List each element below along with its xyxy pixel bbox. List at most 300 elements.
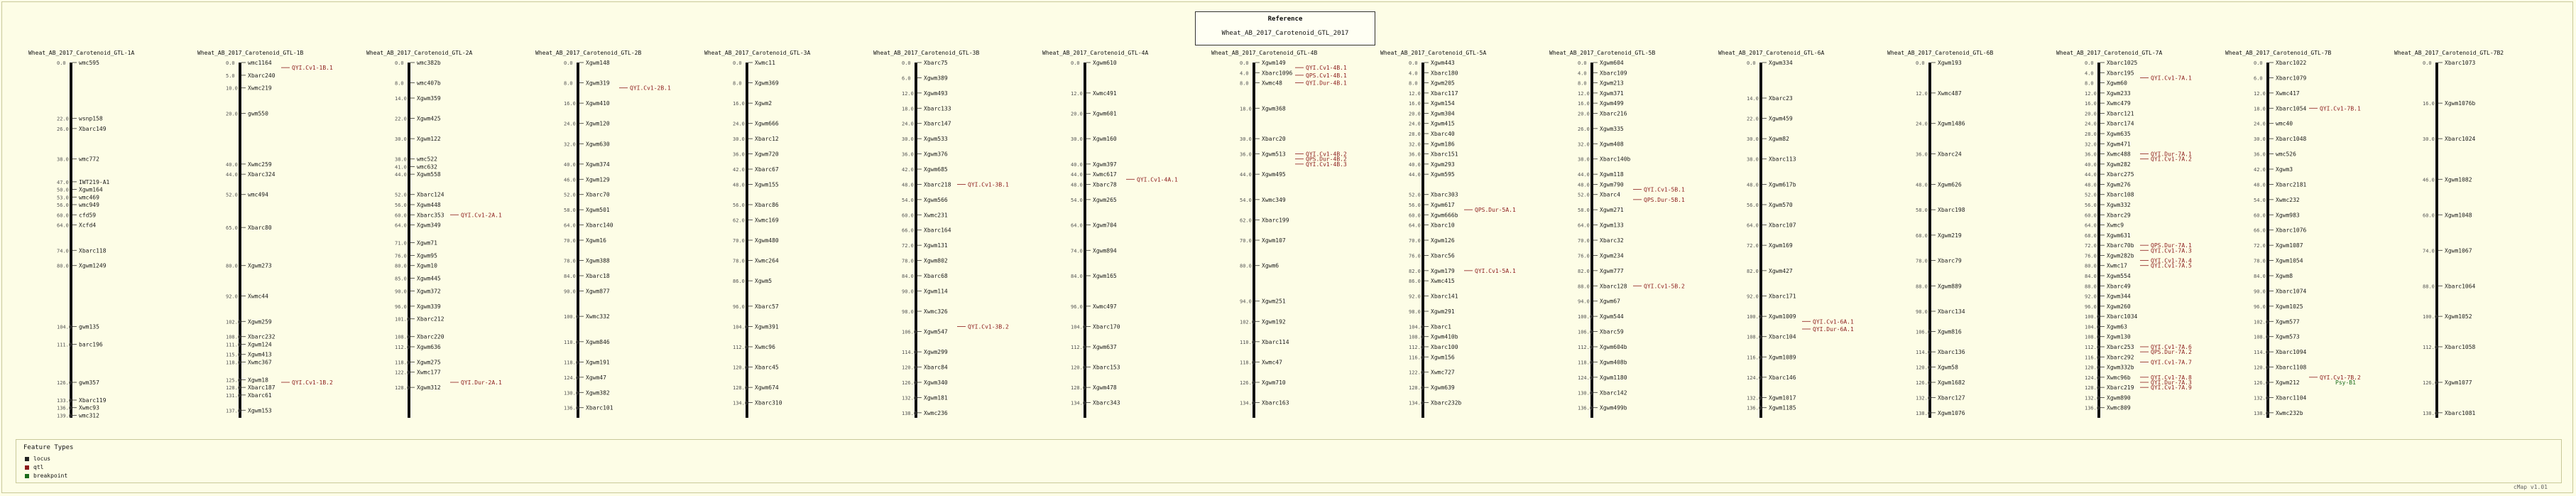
marker-position: 42.0 <box>902 167 914 173</box>
marker-position: 16.0 <box>1409 101 1421 107</box>
marker-label: Xwmc9 <box>2107 222 2124 229</box>
marker-position: 42.0 <box>2254 167 2266 173</box>
marker-label: Xgwm291 <box>1431 308 1455 315</box>
marker-position: 16.0 <box>564 101 576 107</box>
marker-label: Xwmc232b <box>2276 409 2303 416</box>
marker-label: Xgwm71 <box>417 239 437 247</box>
marker-position: 38.0 <box>1747 156 1759 163</box>
linkage-group-title: Wheat_AB_2017_Carotenoid_GTL-3B <box>873 50 980 56</box>
marker-label: Xgwm604 <box>1600 60 1624 66</box>
marker-label: Xbarc32 <box>1600 237 1624 244</box>
linkage-group-title: Wheat_AB_2017_Carotenoid_GTL-4A <box>1042 50 1149 56</box>
marker-label: Xgwm129 <box>586 176 610 183</box>
marker-label: Xbarc1064 <box>2445 283 2476 290</box>
marker-label: Xgwm595 <box>1431 171 1455 178</box>
marker-label: Xbarc75 <box>924 60 948 66</box>
marker-label: Xgwm344 <box>2107 293 2131 300</box>
marker-label: Xgwm983 <box>2276 212 2300 219</box>
marker-position: 0.0 <box>2085 60 2094 66</box>
marker-position: 8.0 <box>1240 80 1249 87</box>
marker-position: 41.0 <box>395 164 407 171</box>
marker-label: Xgwm1486 <box>1938 120 1965 127</box>
marker-label: Xwmc44 <box>248 293 268 300</box>
marker-position: 22.0 <box>57 116 69 122</box>
marker-label: Xbarc149 <box>79 125 107 132</box>
marker-position: 18.0 <box>2254 106 2266 112</box>
marker-label: Xgwm2 <box>755 100 773 107</box>
marker-position: 124.0 <box>1578 374 1593 381</box>
qtl-label: QPS.Cv1-4B.1 <box>1306 72 1347 79</box>
marker-position: 8.0 <box>395 80 404 87</box>
marker-position: 82.0 <box>1747 268 1759 274</box>
linkage-group-title: Wheat_AB_2017_Carotenoid_GTL-6A <box>1718 50 1825 56</box>
marker-position: 106.0 <box>902 329 917 335</box>
marker-label: wmc382b <box>417 60 441 66</box>
marker-label: Xbarc1022 <box>2276 60 2307 66</box>
marker-label: Xgwm334 <box>1769 60 1793 66</box>
marker-label: wmc949 <box>79 202 99 208</box>
marker-label: Xgwm107 <box>1262 237 1286 244</box>
marker-position: 44.0 <box>1240 172 1252 178</box>
marker-label: Xgwm685 <box>924 166 948 173</box>
marker-position: 104.0 <box>2085 324 2100 330</box>
linkage-group-title: Wheat_AB_2017_Carotenoid_GTL-5A <box>1380 50 1487 56</box>
marker-position: 100.0 <box>1747 314 1762 320</box>
marker-label: Xwmc479 <box>2107 100 2131 107</box>
marker-label: Xbarc49 <box>2107 283 2131 290</box>
marker-position: 64.0 <box>564 222 576 229</box>
marker-position: 84.0 <box>902 274 914 279</box>
marker-position: 8.0 <box>1578 80 1587 87</box>
marker-position: 128.0 <box>1071 385 1086 392</box>
marker-position: 24.0 <box>1916 121 1928 127</box>
marker-label: Xgwm153 <box>248 407 272 414</box>
marker-position: 78.0 <box>902 258 914 264</box>
marker-label: Xwmc809 <box>2107 404 2131 411</box>
marker-label: Xwmc415 <box>1431 278 1455 285</box>
marker-label: Xwmc487 <box>1938 90 1962 97</box>
marker-position: 86.0 <box>1409 279 1421 285</box>
marker-label: Xgwm6 <box>1262 262 1279 269</box>
marker-position: 0.0 <box>395 60 404 66</box>
marker-label: Xgwm1089 <box>1769 354 1796 361</box>
marker-label: Xbarc220 <box>417 333 444 340</box>
marker-position: 104.0 <box>57 324 72 330</box>
marker-position: 96.0 <box>395 303 407 310</box>
marker-label: wmc494 <box>248 191 268 198</box>
marker-label: Xgwm544 <box>1600 313 1624 320</box>
marker-position: 30.0 <box>1240 136 1252 143</box>
feature-type-label: locus <box>33 455 51 462</box>
marker-label: Xgwm372 <box>417 288 441 295</box>
marker-position: 70.0 <box>733 238 745 244</box>
marker-position: 28.0 <box>1409 131 1421 137</box>
marker-label: cfd59 <box>79 212 97 219</box>
marker-position: 30.0 <box>395 136 407 143</box>
marker-position: 47.0 <box>57 179 69 185</box>
marker-label: Xgwm1009 <box>1769 313 1796 320</box>
marker-label: Xbarc232 <box>248 333 275 340</box>
marker-position: 36.0 <box>1916 151 1928 158</box>
marker-position: 56.0 <box>1409 203 1421 208</box>
marker-label: Xwmc177 <box>417 369 441 376</box>
marker-label: Xbarc79 <box>1938 257 1962 264</box>
linkage-group <box>2225 50 2361 418</box>
marker-position: 0.0 <box>2254 60 2263 66</box>
marker-position: 16.0 <box>733 101 745 107</box>
marker-label: Xgwm445 <box>417 275 441 282</box>
marker-label: Xgwm192 <box>1262 318 1286 325</box>
marker-position: 42.0 <box>733 167 745 173</box>
marker-label: Xbarc151 <box>1431 151 1458 158</box>
marker-label: Xbarc240 <box>248 72 275 79</box>
marker-label: Xbarc121 <box>2107 110 2134 117</box>
marker-label: Xgwm674 <box>755 384 779 392</box>
marker-label: Xgwm1249 <box>79 262 107 269</box>
marker-position: 98.0 <box>1409 309 1421 315</box>
marker-position: 0.0 <box>1071 60 1080 66</box>
marker-position: 94.0 <box>1240 298 1252 305</box>
marker-label: Xgwm846 <box>586 338 610 345</box>
marker-position: 14.0 <box>1747 96 1759 102</box>
marker-label: Xbarc118 <box>79 247 107 254</box>
marker-label: Xbarc107 <box>1769 222 1796 229</box>
qtl-label: QYI.Cv1-7B.2 <box>2320 374 2361 381</box>
qtl-label: QYI.Cv1-2A.1 <box>461 212 502 219</box>
marker-label: Xgwm1082 <box>2445 176 2472 183</box>
qtl-label: QPS.Dur-5B.1 <box>1644 196 1685 203</box>
marker-label: Xbarc163 <box>1262 399 1289 406</box>
marker-position: 80.0 <box>2085 263 2097 269</box>
marker-label: Xbarc1076 <box>2276 227 2307 234</box>
marker-label: Xgwm118 <box>1600 171 1624 178</box>
marker-position: 52.0 <box>1409 192 1421 198</box>
marker-label: Xgwm459 <box>1769 115 1793 122</box>
marker-position: 40.0 <box>2085 161 2097 168</box>
marker-label: Xgwm359 <box>417 95 441 102</box>
marker-position: 136.0 <box>57 405 72 411</box>
marker-label: Xbarc146 <box>1769 374 1796 381</box>
marker-position: 60.0 <box>395 212 407 219</box>
marker-position: 131.0 <box>226 392 241 399</box>
marker-label: wmc522 <box>417 156 437 163</box>
marker-label: Xbarc142 <box>1600 389 1627 397</box>
qtl-label: QYI.Cv1-1B.1 <box>292 65 333 72</box>
marker-label: Xbarc29 <box>2107 212 2131 219</box>
marker-position: 30.0 <box>2423 136 2435 143</box>
feature-type-label: qtl <box>33 464 44 470</box>
marker-position: 53.0 <box>57 195 69 201</box>
marker-position: 12.0 <box>2254 90 2266 97</box>
qtl-label: QYI.Cv1-5B.2 <box>1644 283 1685 290</box>
linkage-group-title: Wheat_AB_2017_Carotenoid_GTL-3A <box>704 50 811 56</box>
marker-label: Xgwm130 <box>2107 333 2131 340</box>
qtl-label: QYI.Cv1-7A.6 <box>2151 344 2192 350</box>
marker-label: Xgwm304 <box>1431 110 1455 117</box>
marker-label: Xbarc23 <box>1769 95 1793 102</box>
marker-position: 134.0 <box>1071 400 1086 406</box>
marker-label: wmc526 <box>2276 151 2296 158</box>
marker-position: 100.0 <box>2085 314 2100 320</box>
marker-position: 130.0 <box>1578 390 1593 397</box>
marker-label: Xwmc231 <box>924 212 948 219</box>
marker-position: 52.0 <box>395 192 407 198</box>
marker-position: 40.0 <box>564 161 576 168</box>
marker-position: 96.0 <box>733 303 745 310</box>
marker-position: 54.0 <box>1240 197 1252 203</box>
marker-position: 12.0 <box>1071 90 1083 97</box>
linkage-group <box>1887 50 1993 418</box>
marker-label: Xgwm413 <box>248 351 272 358</box>
marker-position: 8.0 <box>1409 80 1418 87</box>
marker-label: Xgwm95 <box>417 252 437 259</box>
marker-position: 88.0 <box>1916 284 1928 290</box>
linkage-group <box>1380 50 1516 418</box>
marker-label: Xgwm415 <box>1431 120 1455 127</box>
qtl-label: QYI.Cv1-7A.5 <box>2151 262 2192 269</box>
marker-label: Xbarc1096 <box>1262 70 1293 77</box>
marker-label: gwm550 <box>248 110 268 117</box>
marker-position: 134.0 <box>1240 400 1255 406</box>
marker-label: Xgwm397 <box>1093 161 1117 168</box>
marker-label: Xgwm480 <box>755 237 779 244</box>
marker-label: Xbarc141 <box>1431 293 1458 300</box>
marker-position: 46.0 <box>564 177 576 183</box>
marker-label: Xgwm554 <box>2107 273 2131 279</box>
feature-type-label: breakpoint <box>33 473 68 479</box>
marker-position: 80.0 <box>226 263 238 269</box>
marker-label: Xwmc169 <box>755 217 779 224</box>
marker-position: 54.0 <box>1071 197 1083 203</box>
marker-label: Xgwm626 <box>1938 181 1962 188</box>
marker-position: 24.0 <box>564 121 576 127</box>
marker-position: 38.0 <box>57 156 69 163</box>
marker-label: Xbarc40 <box>1431 131 1455 137</box>
marker-position: 122.0 <box>1409 370 1424 376</box>
qtl-swatch <box>25 465 29 470</box>
marker-position: 137.0 <box>226 408 241 414</box>
qtl-label: QPS.Dur-4B.2 <box>1306 156 1347 163</box>
marker-label: Xwmc326 <box>924 308 948 315</box>
marker-label: Xbarc310 <box>755 399 782 406</box>
linkage-group <box>366 50 502 418</box>
marker-position: 14.0 <box>395 96 407 102</box>
marker-position: 64.0 <box>1071 222 1083 229</box>
marker-label: Xgwm495 <box>1262 171 1286 178</box>
marker-label: Xbarc24 <box>1938 151 1962 158</box>
marker-position: 58.0 <box>564 207 576 214</box>
marker-label: Xgwm8 <box>2276 273 2293 279</box>
marker-position: 126.0 <box>1916 380 1931 386</box>
marker-position: 120.0 <box>733 365 748 371</box>
marker-label: Xgwm275 <box>417 359 441 366</box>
feature-type-breakpoint <box>33 473 67 479</box>
marker-label: Xgwm219 <box>1938 232 1962 239</box>
marker-position: 72.0 <box>1747 243 1759 249</box>
marker-label: Xbarc174 <box>2107 120 2134 127</box>
marker-position: 70.0 <box>1240 238 1252 244</box>
marker-label: Xgwm577 <box>2276 318 2300 325</box>
marker-label: Xbarc119 <box>79 397 107 404</box>
marker-position: 100.0 <box>1578 314 1593 320</box>
marker-label: Xgwm60 <box>2107 80 2127 87</box>
linkage-group <box>1718 50 1854 418</box>
marker-label: Xcfd4 <box>79 222 97 229</box>
marker-label: Xbarc1074 <box>2276 288 2307 295</box>
marker-label: Xgwm160 <box>1093 136 1117 143</box>
marker-position: 72.0 <box>2085 243 2097 249</box>
marker-label: Xgwm499 <box>1600 100 1624 107</box>
marker-position: 36.0 <box>902 151 914 158</box>
marker-position: 60.0 <box>1409 212 1421 219</box>
marker-position: 16.0 <box>2085 101 2097 107</box>
marker-position: 136.0 <box>1747 405 1762 411</box>
marker-label: Xbarc114 <box>1262 338 1289 345</box>
marker-label: Xbarc136 <box>1938 349 1965 356</box>
marker-label: Xgwm191 <box>586 359 610 366</box>
marker-position: 116.0 <box>2085 355 2100 361</box>
marker-position: 4.0 <box>1409 70 1418 77</box>
marker-position: 76.0 <box>2085 253 2097 259</box>
marker-position: 24.0 <box>2085 121 2097 127</box>
marker-label: Xgwm169 <box>1769 242 1793 249</box>
marker-position: 98.0 <box>1916 309 1928 315</box>
linkage-group <box>1549 50 1685 418</box>
marker-position: 44.0 <box>2085 172 2097 178</box>
marker-label: Xbarc147 <box>924 120 951 127</box>
marker-position: 48.0 <box>2085 182 2097 188</box>
marker-position: 102.0 <box>2254 319 2269 325</box>
marker-label: Xgwm124 <box>248 341 272 348</box>
marker-label: Xgwm573 <box>2276 333 2300 340</box>
marker-label: Xgwm388 <box>586 257 610 264</box>
marker-position: 85.0 <box>395 276 407 282</box>
marker-label: Xbarc128 <box>1600 283 1627 290</box>
marker-position: 92.0 <box>1409 293 1421 300</box>
marker-label: Xbarc56 <box>1431 252 1455 259</box>
marker-label: Xbarc45 <box>755 364 779 371</box>
marker-label: Xgwm410b <box>1431 333 1458 340</box>
qtl-label: QYI.Dur-7A.3 <box>2151 379 2192 386</box>
marker-label: Xbarc1048 <box>2276 136 2307 143</box>
marker-label: wmc632 <box>417 163 437 171</box>
marker-label: Xwmc93 <box>79 404 99 411</box>
marker-label: Xgwm293 <box>1431 161 1455 168</box>
marker-label: Xgwm1180 <box>1600 374 1627 381</box>
marker-label: Xbarc133 <box>924 105 951 112</box>
marker-position: 102.0 <box>226 319 241 325</box>
marker-position: 125.0 <box>226 377 241 384</box>
marker-position: 8.0 <box>733 80 742 87</box>
marker-position: 64.0 <box>1578 222 1590 229</box>
marker-position: 58.0 <box>1578 207 1590 214</box>
marker-label: Xgwm251 <box>1262 298 1286 305</box>
marker-position: 76.0 <box>395 253 407 259</box>
marker-position: 5.0 <box>226 72 235 79</box>
marker-label: Xgwm299 <box>924 349 948 356</box>
marker-position: 136.0 <box>2085 405 2100 411</box>
marker-label: Xgwm710 <box>1262 379 1286 386</box>
qtl-label: QYI.Cv1-4B.1 <box>1306 65 1347 72</box>
marker-label: Xbarc61 <box>248 392 272 399</box>
marker-position: 64.0 <box>1747 222 1759 229</box>
marker-position: 78.0 <box>564 258 576 264</box>
qtl-label: QYI.Cv1-5B.1 <box>1644 186 1685 193</box>
marker-position: 48.0 <box>1578 182 1590 188</box>
marker-position: 12.0 <box>1409 90 1421 97</box>
linkage-group <box>2394 50 2504 418</box>
marker-position: 114.0 <box>902 350 917 356</box>
marker-position: 116.0 <box>1409 355 1424 361</box>
marker-label: Xgwm382 <box>586 389 610 397</box>
marker-position: 40.0 <box>1071 161 1083 168</box>
marker-label: Xwmc47 <box>1262 359 1282 366</box>
marker-label: Xbarc70 <box>586 191 610 198</box>
marker-label: Xgwm720 <box>755 151 779 158</box>
marker-label: Xgwm335 <box>1600 125 1624 132</box>
marker-label: Xgwm391 <box>755 323 779 330</box>
marker-position: 32.0 <box>1578 141 1590 148</box>
marker-position: 128.0 <box>226 385 241 392</box>
marker-label: Xgwm16 <box>586 237 606 244</box>
marker-position: 32.0 <box>1409 141 1421 148</box>
qtl-label: QYI.Cv1-7A.4 <box>2151 257 2192 264</box>
marker-position: 118.0 <box>564 360 579 366</box>
marker-label: Xgwm155 <box>755 181 779 188</box>
marker-position: 48.0 <box>1747 182 1759 188</box>
marker-position: 112.0 <box>2085 345 2100 350</box>
marker-position: 4.0 <box>1240 70 1249 77</box>
marker-position: 132.0 <box>2254 395 2269 401</box>
marker-position: 108.0 <box>1747 334 1762 340</box>
marker-label: Xwmc727 <box>1431 369 1455 376</box>
marker-label: IWT219-A1 <box>79 178 110 185</box>
marker-label: Xbarc20 <box>1262 136 1286 143</box>
linkage-group-title: Wheat_AB_2017_Carotenoid_GTL-1B <box>197 50 304 56</box>
marker-position: 56.0 <box>395 203 407 208</box>
marker-position: 30.0 <box>2254 136 2266 143</box>
marker-label: Xbarc1054 <box>2276 105 2307 112</box>
marker-label: Xgwm802 <box>924 257 948 264</box>
marker-position: 74.0 <box>2423 248 2435 254</box>
marker-label: Xgwm443 <box>1431 60 1455 66</box>
qtl-label: QYI.Cv1-7A.1 <box>2151 75 2192 82</box>
qtl-label: QYI.Dur-6A.1 <box>1813 326 1854 333</box>
marker-label: Xgwm164 <box>79 186 103 193</box>
marker-position: 30.0 <box>1747 136 1759 143</box>
marker-position: 30.0 <box>733 136 745 143</box>
marker-position: 30.0 <box>1071 136 1083 143</box>
marker-label: Xgwm1076 <box>1938 409 1965 416</box>
marker-position: 111.0 <box>57 342 72 348</box>
marker-position: 74.0 <box>1071 248 1083 254</box>
marker-label: Xbarc253 <box>2107 344 2134 350</box>
marker-position: 108.0 <box>2254 334 2269 340</box>
marker-position: 90.0 <box>902 289 914 295</box>
marker-position: 96.0 <box>2085 303 2097 310</box>
marker-position: 76.0 <box>1409 253 1421 259</box>
marker-position: 110.0 <box>1240 339 1255 345</box>
marker-label: Xgwm332 <box>2107 202 2131 208</box>
marker-position: 40.0 <box>226 161 238 168</box>
marker-label: Xbarc212 <box>417 316 444 323</box>
feature-type-qtl <box>33 464 43 470</box>
marker-label: Xgwm181 <box>924 394 948 401</box>
marker-label: Xgwm533 <box>924 136 948 143</box>
marker-position: 12.0 <box>1916 90 1928 97</box>
marker-position: 126.0 <box>1240 380 1255 386</box>
marker-label: Xwmc259 <box>248 161 272 168</box>
